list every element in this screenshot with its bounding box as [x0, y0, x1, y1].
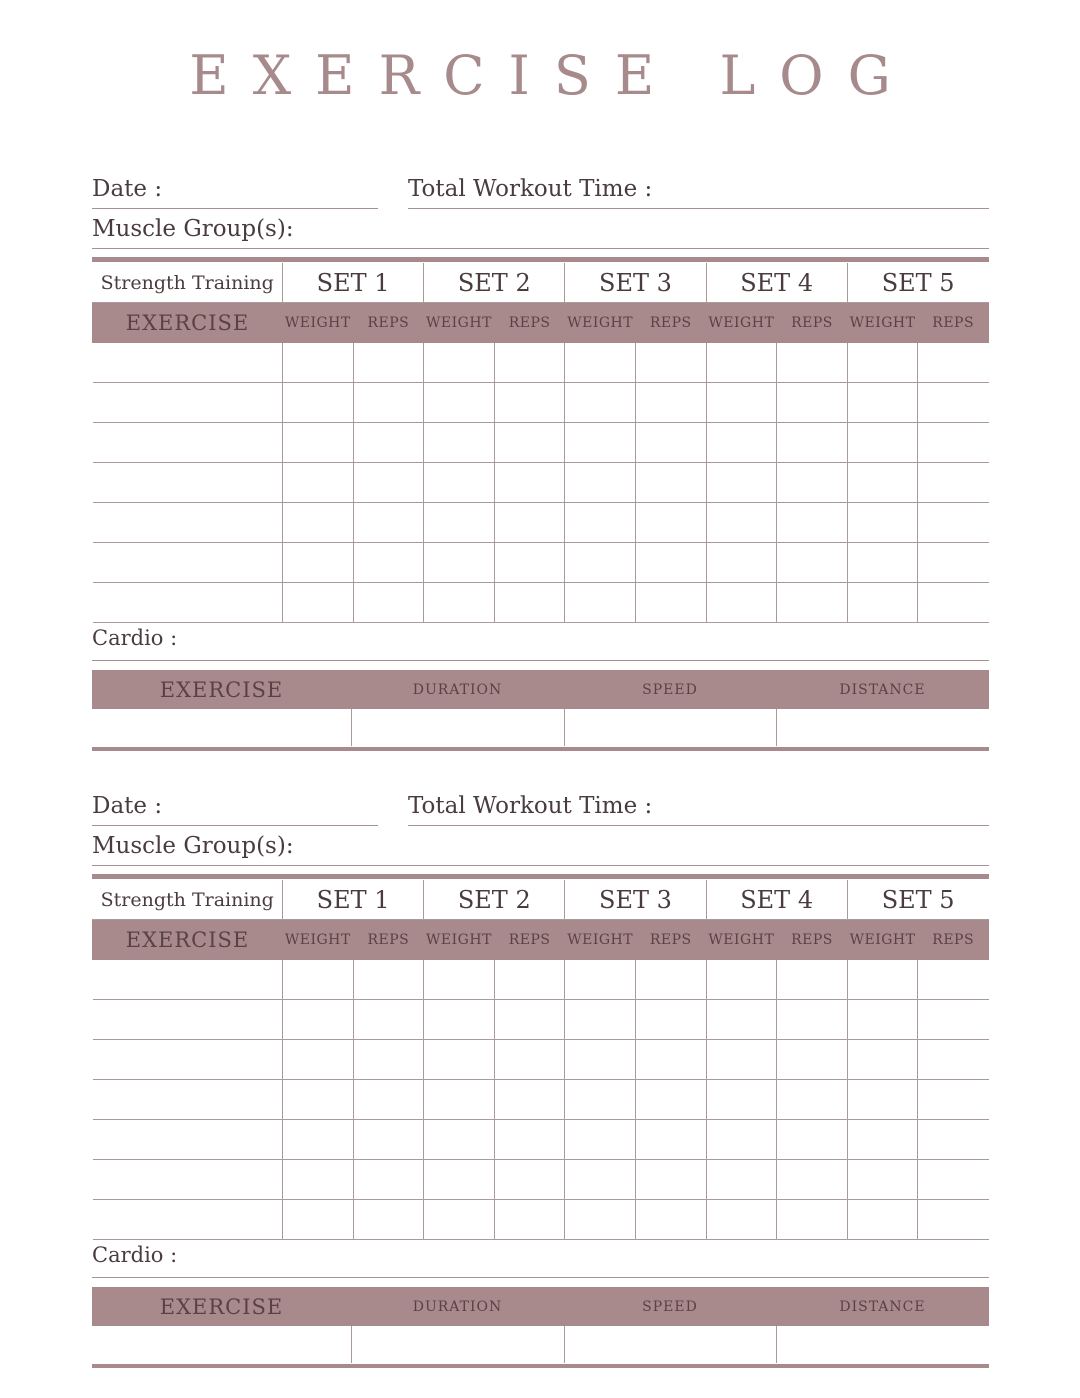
cardio-entry-row — [92, 1326, 989, 1363]
weight-cell[interactable] — [706, 960, 777, 1000]
reps-cell[interactable] — [353, 1200, 424, 1240]
weight-cell[interactable] — [283, 1040, 354, 1080]
weight-cell[interactable] — [424, 503, 495, 543]
muscle-group-label: Muscle Group(s): — [92, 216, 294, 242]
reps-cell[interactable] — [635, 1160, 706, 1200]
exercise-cell[interactable] — [93, 960, 283, 1000]
reps-cell[interactable] — [494, 1120, 565, 1160]
set-3-header: SET 3 — [565, 880, 706, 920]
weight-cell[interactable] — [847, 1080, 918, 1120]
reps-cell[interactable] — [777, 423, 848, 463]
cardio-duration-header: DURATION — [351, 670, 564, 709]
reps-cell[interactable] — [353, 1000, 424, 1040]
weight-cell[interactable] — [424, 543, 495, 583]
weight-cell[interactable] — [706, 1120, 777, 1160]
reps-cell[interactable] — [918, 583, 989, 623]
total-workout-time-label: Total Workout Time : — [408, 793, 653, 819]
cardio-entry-row — [92, 709, 989, 746]
cardio-header-row — [92, 1287, 989, 1326]
reps-cell[interactable] — [494, 960, 565, 1000]
weight-cell[interactable] — [424, 1080, 495, 1120]
reps-cell[interactable] — [635, 1120, 706, 1160]
cardio-bottom-rule — [92, 1364, 989, 1368]
cardio-exercise-cell[interactable] — [92, 709, 351, 746]
cardio-exercise-header: EXERCISE — [92, 670, 351, 709]
reps-cell[interactable] — [635, 1080, 706, 1120]
exercise-cell[interactable] — [93, 1040, 283, 1080]
set-2-header: SET 2 — [424, 880, 565, 920]
reps-header: REPS — [777, 303, 848, 343]
weight-cell[interactable] — [424, 1040, 495, 1080]
cardio-distance-cell[interactable] — [776, 1326, 989, 1363]
reps-cell[interactable] — [777, 1120, 848, 1160]
weight-cell[interactable] — [847, 503, 918, 543]
cardio-speed-cell[interactable] — [564, 1326, 776, 1363]
cardio-duration-cell[interactable] — [351, 1326, 564, 1363]
weight-cell[interactable] — [847, 383, 918, 423]
reps-cell[interactable] — [353, 543, 424, 583]
weight-cell[interactable] — [565, 1200, 636, 1240]
strength-table — [92, 263, 989, 623]
reps-cell[interactable] — [777, 463, 848, 503]
reps-cell[interactable] — [635, 1040, 706, 1080]
muscle-group-field[interactable] — [92, 831, 989, 866]
reps-cell[interactable] — [353, 1040, 424, 1080]
section-divider — [92, 257, 989, 262]
set-header-row — [93, 880, 989, 920]
weight-cell[interactable] — [424, 960, 495, 1000]
cardio-distance-header: DISTANCE — [776, 670, 989, 709]
reps-cell[interactable] — [635, 960, 706, 1000]
reps-cell[interactable] — [353, 423, 424, 463]
reps-cell[interactable] — [635, 583, 706, 623]
total-workout-time-label: Total Workout Time : — [408, 176, 653, 202]
reps-cell[interactable] — [918, 543, 989, 583]
exercise-cell[interactable] — [93, 503, 283, 543]
cardio-header-row — [92, 670, 989, 709]
weight-cell[interactable] — [424, 1000, 495, 1040]
weight-cell[interactable] — [424, 343, 495, 383]
page-title: EXERCISE LOG — [189, 44, 915, 107]
reps-cell[interactable] — [635, 543, 706, 583]
reps-header: REPS — [353, 303, 424, 343]
set-5-header: SET 5 — [847, 263, 988, 303]
weight-cell[interactable] — [565, 1160, 636, 1200]
cardio-distance-cell[interactable] — [776, 709, 989, 746]
reps-cell[interactable] — [918, 1200, 989, 1240]
table-row — [93, 383, 989, 423]
weight-cell[interactable] — [706, 1160, 777, 1200]
weight-cell[interactable] — [847, 960, 918, 1000]
weight-cell[interactable] — [847, 463, 918, 503]
reps-cell[interactable] — [353, 463, 424, 503]
weight-cell[interactable] — [565, 1120, 636, 1160]
table-row — [93, 1200, 989, 1240]
exercise-cell[interactable] — [93, 423, 283, 463]
weight-header: WEIGHT — [706, 303, 777, 343]
weight-cell[interactable] — [847, 343, 918, 383]
column-header-row — [93, 303, 989, 343]
weight-cell[interactable] — [424, 1160, 495, 1200]
weight-header: WEIGHT — [847, 303, 918, 343]
weight-cell[interactable] — [706, 383, 777, 423]
reps-header: REPS — [635, 920, 706, 960]
reps-cell[interactable] — [494, 1200, 565, 1240]
table-row — [93, 1120, 989, 1160]
table-row — [93, 1000, 989, 1040]
exercise-cell[interactable] — [93, 1160, 283, 1200]
reps-cell[interactable] — [918, 1120, 989, 1160]
reps-cell[interactable] — [635, 1000, 706, 1040]
reps-cell[interactable] — [777, 960, 848, 1000]
weight-cell[interactable] — [565, 1040, 636, 1080]
reps-cell[interactable] — [777, 543, 848, 583]
reps-cell[interactable] — [494, 423, 565, 463]
weight-cell[interactable] — [283, 1200, 354, 1240]
cardio-speed-cell[interactable] — [564, 709, 776, 746]
reps-header: REPS — [777, 920, 848, 960]
table-row — [93, 960, 989, 1000]
weight-cell[interactable] — [706, 423, 777, 463]
weight-cell[interactable] — [565, 463, 636, 503]
reps-cell[interactable] — [494, 1040, 565, 1080]
cardio-duration-cell[interactable] — [351, 709, 564, 746]
reps-cell[interactable] — [918, 383, 989, 423]
reps-cell[interactable] — [353, 503, 424, 543]
table-row — [93, 1080, 989, 1120]
weight-cell[interactable] — [283, 383, 354, 423]
reps-cell[interactable] — [494, 383, 565, 423]
weight-cell[interactable] — [706, 583, 777, 623]
weight-cell[interactable] — [565, 423, 636, 463]
reps-cell[interactable] — [918, 1160, 989, 1200]
table-row — [93, 1040, 989, 1080]
reps-cell[interactable] — [494, 1000, 565, 1040]
weight-cell[interactable] — [847, 543, 918, 583]
reps-header: REPS — [918, 920, 989, 960]
exercise-cell[interactable] — [93, 1000, 283, 1040]
muscle-group-field[interactable] — [92, 214, 989, 249]
cardio-distance-header: DISTANCE — [776, 1287, 989, 1326]
strength-training-label: Strength Training — [93, 880, 283, 920]
set-4-header: SET 4 — [706, 880, 847, 920]
cardio-speed-header: SPEED — [564, 1287, 776, 1326]
weight-cell[interactable] — [706, 343, 777, 383]
cardio-exercise-cell[interactable] — [92, 1326, 351, 1363]
cardio-bottom-rule — [92, 747, 989, 751]
set-5-header: SET 5 — [847, 880, 988, 920]
reps-cell[interactable] — [635, 1200, 706, 1240]
weight-cell[interactable] — [424, 1120, 495, 1160]
weight-header: WEIGHT — [565, 303, 636, 343]
reps-cell[interactable] — [353, 1160, 424, 1200]
weight-cell[interactable] — [283, 960, 354, 1000]
weight-cell[interactable] — [847, 1200, 918, 1240]
reps-cell[interactable] — [777, 1000, 848, 1040]
weight-cell[interactable] — [706, 503, 777, 543]
weight-cell[interactable] — [283, 1120, 354, 1160]
weight-cell[interactable] — [283, 463, 354, 503]
reps-header: REPS — [635, 303, 706, 343]
weight-cell[interactable] — [283, 543, 354, 583]
weight-cell[interactable] — [565, 343, 636, 383]
weight-cell[interactable] — [706, 543, 777, 583]
reps-cell[interactable] — [777, 383, 848, 423]
weight-cell[interactable] — [424, 383, 495, 423]
reps-cell[interactable] — [918, 1040, 989, 1080]
exercise-cell[interactable] — [93, 1200, 283, 1240]
table-row — [93, 423, 989, 463]
set-1-header: SET 1 — [283, 880, 424, 920]
reps-cell[interactable] — [353, 960, 424, 1000]
cardio-duration-header: DURATION — [351, 1287, 564, 1326]
reps-cell[interactable] — [353, 383, 424, 423]
reps-cell[interactable] — [353, 1080, 424, 1120]
reps-cell[interactable] — [353, 1120, 424, 1160]
set-1-header: SET 1 — [283, 263, 424, 303]
reps-cell[interactable] — [777, 343, 848, 383]
weight-cell[interactable] — [565, 1080, 636, 1120]
reps-cell[interactable] — [494, 543, 565, 583]
reps-cell[interactable] — [635, 463, 706, 503]
reps-cell[interactable] — [635, 423, 706, 463]
weight-cell[interactable] — [847, 1120, 918, 1160]
cardio-speed-header: SPEED — [564, 670, 776, 709]
reps-header: REPS — [918, 303, 989, 343]
strength-table — [92, 880, 989, 1240]
cardio-label: Cardio : — [92, 626, 178, 650]
weight-cell[interactable] — [424, 463, 495, 503]
weight-header: WEIGHT — [424, 303, 495, 343]
muscle-group-label: Muscle Group(s): — [92, 833, 294, 859]
weight-cell[interactable] — [847, 423, 918, 463]
weight-cell[interactable] — [424, 583, 495, 623]
weight-header: WEIGHT — [283, 920, 354, 960]
table-row — [93, 343, 989, 383]
set-3-header: SET 3 — [565, 263, 706, 303]
table-row — [93, 503, 989, 543]
total-workout-time-field[interactable] — [408, 791, 989, 826]
weight-header: WEIGHT — [706, 920, 777, 960]
cardio-table — [92, 670, 989, 746]
reps-cell[interactable] — [635, 503, 706, 543]
weight-cell[interactable] — [283, 343, 354, 383]
cardio-label: Cardio : — [92, 1243, 178, 1267]
weight-cell[interactable] — [565, 503, 636, 543]
weight-header: WEIGHT — [424, 920, 495, 960]
exercise-cell[interactable] — [93, 1120, 283, 1160]
weight-header: WEIGHT — [565, 920, 636, 960]
exercise-header: EXERCISE — [93, 920, 283, 960]
weight-cell[interactable] — [283, 1160, 354, 1200]
date-field[interactable] — [92, 791, 378, 826]
reps-cell[interactable] — [494, 583, 565, 623]
exercise-cell[interactable] — [93, 543, 283, 583]
reps-header: REPS — [494, 920, 565, 960]
reps-header: REPS — [494, 303, 565, 343]
weight-header: WEIGHT — [847, 920, 918, 960]
table-row — [93, 543, 989, 583]
reps-cell[interactable] — [777, 583, 848, 623]
date-field[interactable] — [92, 174, 378, 209]
weight-cell[interactable] — [847, 1040, 918, 1080]
reps-cell[interactable] — [918, 503, 989, 543]
reps-cell[interactable] — [918, 1000, 989, 1040]
weight-cell[interactable] — [847, 1160, 918, 1200]
weight-cell[interactable] — [565, 383, 636, 423]
set-2-header: SET 2 — [424, 263, 565, 303]
table-row — [93, 463, 989, 503]
reps-cell[interactable] — [494, 1160, 565, 1200]
reps-cell[interactable] — [353, 343, 424, 383]
cardio-exercise-header: EXERCISE — [92, 1287, 351, 1326]
weight-cell[interactable] — [706, 1040, 777, 1080]
weight-cell[interactable] — [283, 503, 354, 543]
exercise-cell[interactable] — [93, 383, 283, 423]
total-workout-time-field[interactable] — [408, 174, 989, 209]
date-label: Date : — [92, 793, 163, 819]
cardio-field[interactable] — [92, 624, 989, 661]
table-row — [93, 1160, 989, 1200]
weight-cell[interactable] — [565, 583, 636, 623]
reps-cell[interactable] — [635, 343, 706, 383]
reps-cell[interactable] — [918, 343, 989, 383]
weight-cell[interactable] — [424, 1200, 495, 1240]
weight-cell[interactable] — [283, 1000, 354, 1040]
reps-cell[interactable] — [777, 1200, 848, 1240]
reps-header: REPS — [353, 920, 424, 960]
weight-header: WEIGHT — [283, 303, 354, 343]
reps-cell[interactable] — [635, 383, 706, 423]
reps-cell[interactable] — [918, 423, 989, 463]
exercise-cell[interactable] — [93, 463, 283, 503]
weight-cell[interactable] — [283, 1080, 354, 1120]
weight-cell[interactable] — [706, 1200, 777, 1240]
cardio-table — [92, 1287, 989, 1363]
exercise-cell[interactable] — [93, 583, 283, 623]
set-header-row — [93, 263, 989, 303]
reps-cell[interactable] — [494, 343, 565, 383]
exercise-header: EXERCISE — [93, 303, 283, 343]
date-label: Date : — [92, 176, 163, 202]
cardio-field[interactable] — [92, 1241, 989, 1278]
exercise-cell[interactable] — [93, 343, 283, 383]
exercise-cell[interactable] — [93, 1080, 283, 1120]
table-row — [93, 583, 989, 623]
weight-cell[interactable] — [424, 423, 495, 463]
weight-cell[interactable] — [565, 1000, 636, 1040]
set-4-header: SET 4 — [706, 263, 847, 303]
reps-cell[interactable] — [918, 960, 989, 1000]
reps-cell[interactable] — [777, 1160, 848, 1200]
weight-cell[interactable] — [706, 1080, 777, 1120]
weight-cell[interactable] — [283, 423, 354, 463]
reps-cell[interactable] — [777, 1080, 848, 1120]
weight-cell[interactable] — [706, 463, 777, 503]
reps-cell[interactable] — [918, 463, 989, 503]
reps-cell[interactable] — [494, 1080, 565, 1120]
weight-cell[interactable] — [847, 1000, 918, 1040]
reps-cell[interactable] — [494, 463, 565, 503]
weight-cell[interactable] — [847, 583, 918, 623]
reps-cell[interactable] — [777, 503, 848, 543]
strength-training-label: Strength Training — [93, 263, 283, 303]
reps-cell[interactable] — [494, 503, 565, 543]
section-divider — [92, 874, 989, 879]
weight-cell[interactable] — [565, 960, 636, 1000]
weight-cell[interactable] — [283, 583, 354, 623]
column-header-row — [93, 920, 989, 960]
reps-cell[interactable] — [777, 1040, 848, 1080]
weight-cell[interactable] — [565, 543, 636, 583]
weight-cell[interactable] — [706, 1000, 777, 1040]
reps-cell[interactable] — [353, 583, 424, 623]
reps-cell[interactable] — [918, 1080, 989, 1120]
